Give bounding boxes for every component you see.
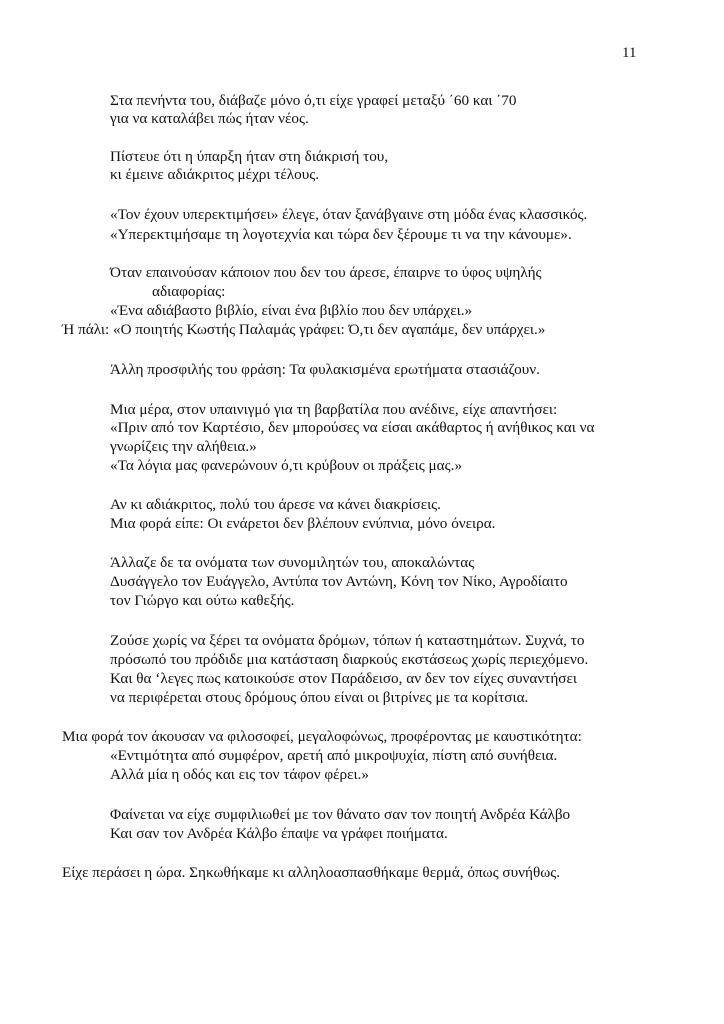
text-line: για να καταλάβει πώς ήταν νέος. (110, 110, 309, 127)
text-line: τον Γιώργο και ούτω καθεξής. (110, 592, 295, 609)
text-line: Αλλά μία η οδός και εις τον τάφον φέρει.» (110, 766, 369, 783)
text-line: Δυσάγγελο τον Ευάγγελο, Αντύπα τον Αντώνη, Κόνη τον Νίκο, Αγροδίαιτο (110, 573, 568, 590)
text-line: «Πριν από τον Καρτέσιο, δεν μπορούσες να είσαι ακάθαρτος ή ανήθικος και να (110, 419, 595, 436)
text-line: Φαίνεται να είχε συμφιλιωθεί με τον θάνατο σαν τον ποιητή Ανδρέα Κάλβο (110, 806, 571, 823)
text-line: Μια φορά είπε: Οι ενάρετοι δεν βλέπουν ενύπνια, μόνο όνειρα. (110, 515, 496, 532)
text-line: γνωρίζεις την αλήθεια.» (110, 438, 257, 455)
text-line: Άλλη προσφιλής του φράση: Τα φυλακισμένα ερωτήματα στασιάζουν. (110, 361, 540, 378)
page-number: 11 (622, 45, 637, 61)
text-line: Ή πάλι: «Ο ποιητής Κωστής Παλαμάς γράφει: Ό,τι δεν αγαπάμε, δεν υπάρχει.» (62, 321, 546, 338)
text-line: «Εντιμότητα από συμφέρον, αρετή από μικροψυχία, πίστη από συνήθεια. (110, 747, 558, 764)
text-line: Πίστευε ότι η ύπαρξη ήταν στη διάκρισή του, (110, 148, 389, 165)
text-line: «Τον έχουν υπερεκτιμήσει» έλεγε, όταν ξανάβγαινε στη μόδα ένας κλασσικός. (110, 206, 588, 223)
text-line: αδιαφορίας: (152, 283, 226, 300)
text-line: «Ένα αδιάβαστο βιβλίο, είναι ένα βιβλίο που δεν υπάρχει.» (110, 302, 473, 319)
text-line: Όταν επαινούσαν κάποιον που δεν του άρεσε, έπαιρνε το ύφος υψηλής (110, 264, 542, 281)
text-line: Μια φορά τον άκουσαν να φιλοσοφεί, μεγαλοφώνως, προφέροντας με καυστικότητα: (62, 728, 582, 745)
text-line: «Τα λόγια μας φανερώνουν ό,τι κρύβουν οι πράξεις μας.» (110, 457, 463, 474)
text-line: Είχε περάσει η ώρα. Σηκωθήκαμε κι αλληλοασπασθήκαμε θερμά, όπως συνήθως. (62, 864, 561, 881)
text-line: Στα πενήντα του, διάβαζε μόνο ό,τι είχε γραφεί μεταξύ ΄60 και ΄70 (110, 92, 517, 109)
text-line: πρόσωπό του πρόδιδε μια κατάσταση διαρκούς εκστάσεως χωρίς περιεχόμενο. (110, 651, 589, 668)
text-line: Ζούσε χωρίς να ξέρει τα ονόματα δρόμων, τόπων ή καταστημάτων. Συχνά, το (110, 632, 585, 649)
text-line: Και θα ‘λεγες πως κατοικούσε στον Παράδεισο, αν δεν τον είχες συναντήσει (110, 670, 577, 687)
text-line: «Υπερεκτιμήσαμε τη λογοτεχνία και τώρα δεν ξέρουμε τι να την κάνουμε». (110, 226, 572, 243)
text-line: Αν κι αδιάκριτος, πολύ του άρεσε να κάνει διακρίσεις. (110, 496, 441, 513)
text-line: κι έμεινε αδιάκριτος μέχρι τέλους. (110, 166, 320, 183)
text-line: Μια μέρα, στον υπαινιγμό για τη βαρβατίλα που ανέδινε, είχε απαντήσει: (110, 401, 558, 418)
text-line: Άλλαζε δε τα ονόματα των συνομιλητών του, αποκαλώντας (110, 554, 475, 571)
text-line: Και σαν τον Ανδρέα Κάλβο έπαψε να γράφει ποιήματα. (110, 825, 448, 842)
text-line: να περιφέρεται στους δρόμους όπου είναι οι βιτρίνες με τα κορίτσια. (110, 689, 529, 706)
